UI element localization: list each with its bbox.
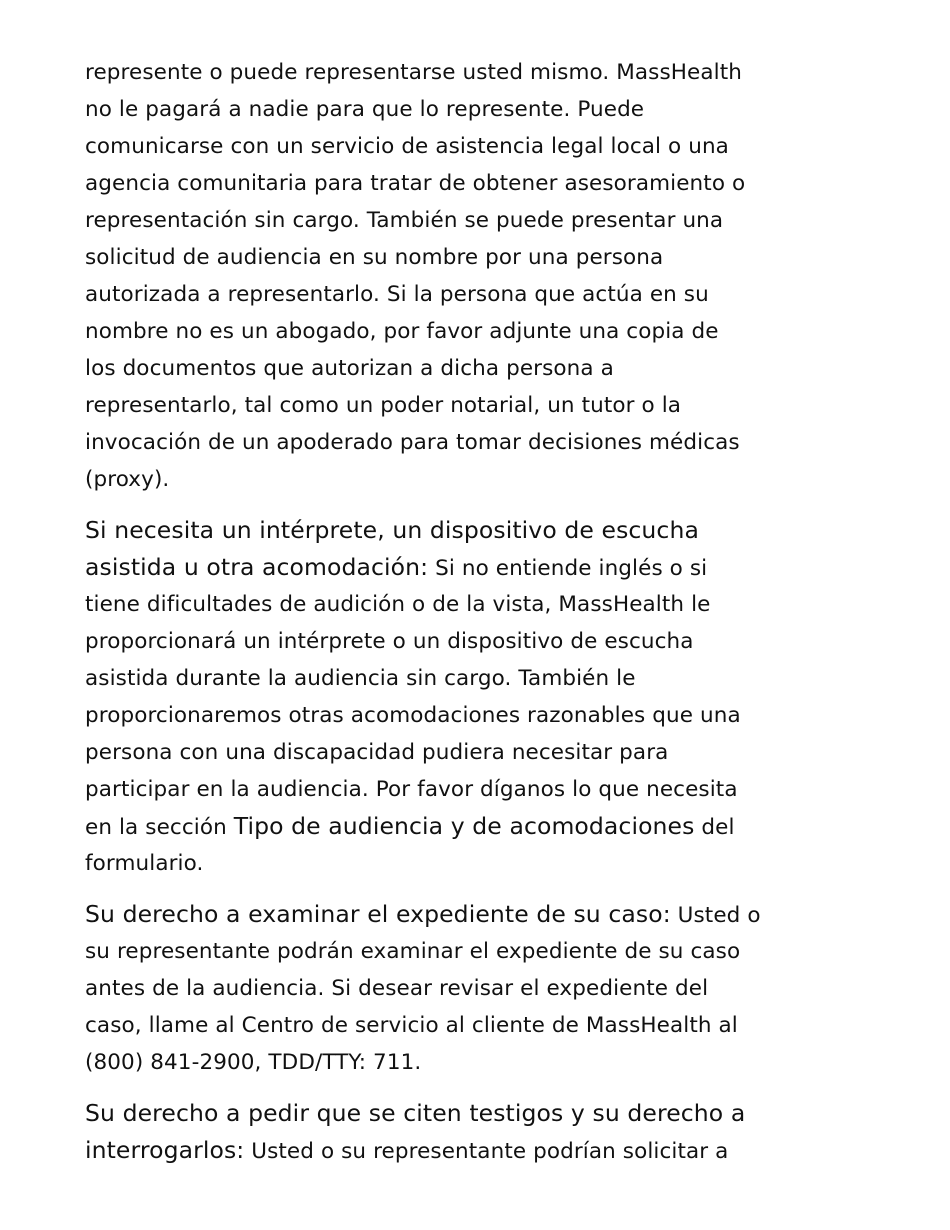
section-heading: Su derecho a examinar el expediente de su caso: xyxy=(85,900,671,928)
paragraph xyxy=(85,54,865,498)
section-heading: Tipo de audiencia y de acomodaciones xyxy=(233,812,695,840)
text-line xyxy=(85,424,865,461)
body-text: en la sección xyxy=(85,815,234,840)
text-line xyxy=(85,1095,865,1132)
body-text: caso, llame al Centro de servicio al cliente de MassHealth al xyxy=(85,1013,738,1038)
body-text: (800) 841-2900, TDD/TTY: 711. xyxy=(85,1050,422,1075)
text-line xyxy=(85,1044,865,1081)
text-line xyxy=(85,313,865,350)
body-text: representarlo, tal como un poder notarial, un tutor o la xyxy=(85,393,682,418)
body-text: su representante podrán examinar el expediente de su caso xyxy=(85,939,741,964)
text-line xyxy=(85,970,865,1007)
body-text: tiene dificultades de audición o de la vista, MassHealth le xyxy=(85,592,711,617)
text-line xyxy=(85,933,865,970)
text-line xyxy=(85,623,865,660)
text-line xyxy=(85,771,865,808)
body-text: no le pagará a nadie para que lo represente. Puede xyxy=(85,97,645,122)
body-text: antes de la audiencia. Si desear revisar el expediente del xyxy=(85,976,709,1001)
body-text: proporcionaremos otras acomodaciones razonables que una xyxy=(85,703,741,728)
text-line xyxy=(85,660,865,697)
body-text: Usted o xyxy=(670,903,761,928)
body-text: participar en la audiencia. Por favor díganos lo que necesita xyxy=(85,777,738,802)
text-line xyxy=(85,697,865,734)
section-heading: asistida u otra acomodación: xyxy=(85,553,429,581)
document-body xyxy=(85,54,865,1183)
body-text: nombre no es un abogado, por favor adjunte una copia de xyxy=(85,319,719,344)
body-text: comunicarse con un servicio de asistencia legal local o una xyxy=(85,134,729,159)
text-line xyxy=(85,54,865,91)
body-text: agencia comunitaria para tratar de obtener asesoramiento o xyxy=(85,171,746,196)
body-text: Si no entiende inglés o si xyxy=(428,556,708,581)
text-line xyxy=(85,896,865,933)
text-line xyxy=(85,128,865,165)
text-line xyxy=(85,91,865,128)
section-heading: Si necesita un intérprete, un dispositivo de escucha xyxy=(85,516,699,544)
body-text: invocación de un apoderado para tomar decisiones médicas xyxy=(85,430,740,455)
section-heading: Su derecho a pedir que se citen testigos y su derecho a xyxy=(85,1099,746,1127)
body-text: represente o puede representarse usted mismo. MassHealth xyxy=(85,60,742,85)
text-line xyxy=(85,276,865,313)
body-text: proporcionará un intérprete o un dispositivo de escucha xyxy=(85,629,694,654)
text-line xyxy=(85,512,865,549)
text-line xyxy=(85,202,865,239)
text-line xyxy=(85,1132,865,1169)
text-line xyxy=(85,586,865,623)
section-heading: interrogarlos: xyxy=(85,1136,245,1164)
body-text: representación sin cargo. También se puede presentar una xyxy=(85,208,724,233)
body-text: autorizada a representarlo. Si la persona que actúa en su xyxy=(85,282,709,307)
paragraph xyxy=(85,896,865,1081)
text-line xyxy=(85,845,865,882)
paragraph xyxy=(85,1095,865,1169)
text-line xyxy=(85,808,865,845)
text-line xyxy=(85,239,865,276)
text-line xyxy=(85,165,865,202)
body-text: del xyxy=(694,815,735,840)
body-text: solicitud de audiencia en su nombre por una persona xyxy=(85,245,664,270)
body-text: formulario. xyxy=(85,851,204,876)
text-line xyxy=(85,1007,865,1044)
body-text: asistida durante la audiencia sin cargo. También le xyxy=(85,666,636,691)
body-text: persona con una discapacidad pudiera necesitar para xyxy=(85,740,669,765)
body-text: (proxy). xyxy=(85,467,170,492)
body-text: Usted o su representante podrían solicitar a xyxy=(244,1139,729,1164)
text-line xyxy=(85,549,865,586)
text-line xyxy=(85,387,865,424)
text-line xyxy=(85,350,865,387)
text-line xyxy=(85,461,865,498)
paragraph xyxy=(85,512,865,882)
text-line xyxy=(85,734,865,771)
body-text: los documentos que autorizan a dicha persona a xyxy=(85,356,614,381)
